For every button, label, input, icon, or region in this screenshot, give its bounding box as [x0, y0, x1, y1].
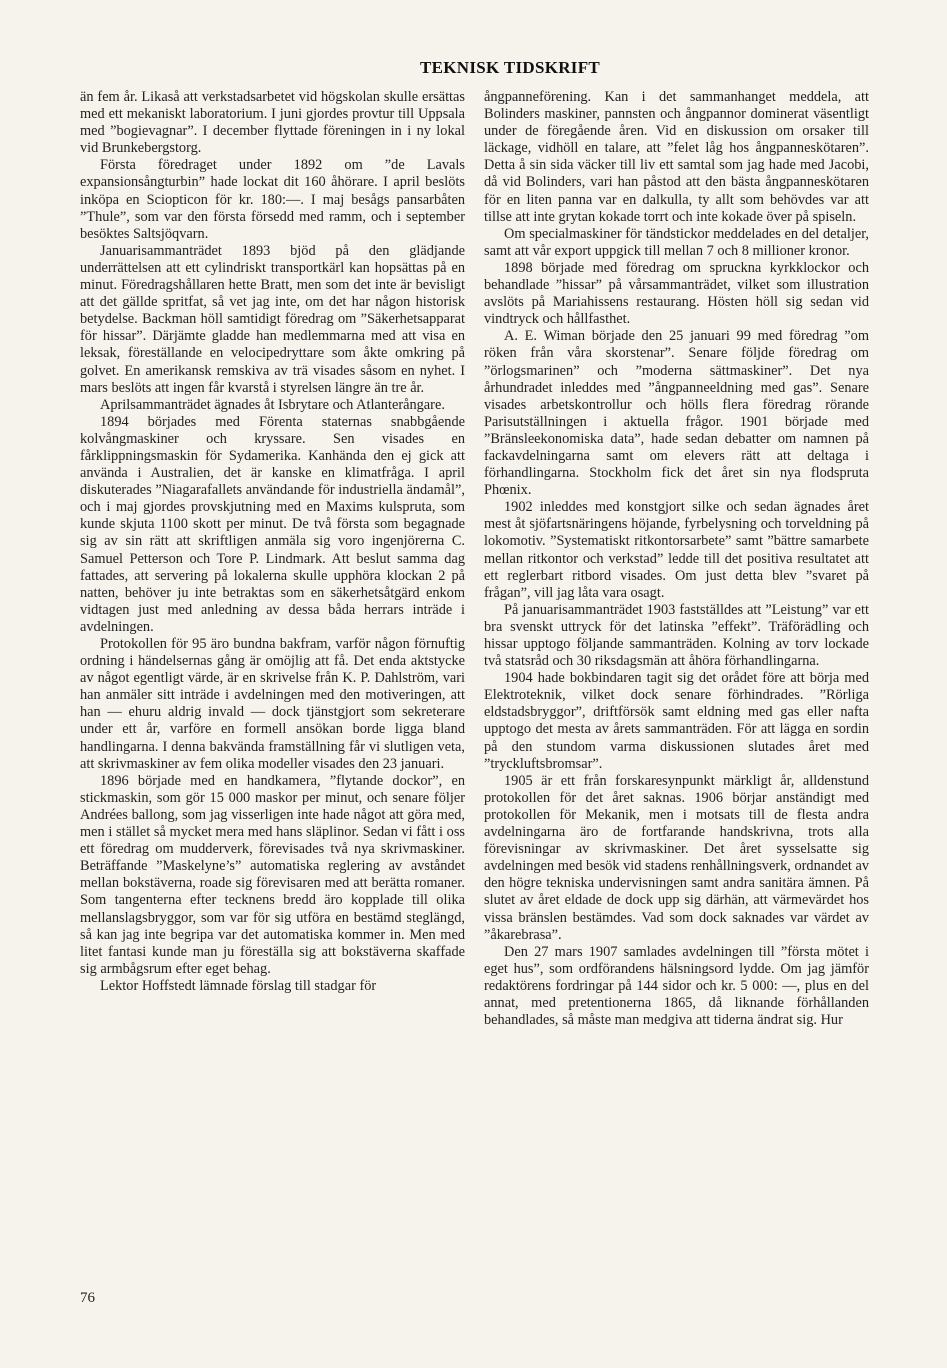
- paragraph: 1902 inleddes med konstgjort silke och sedan ägnades året mest åt sjöfartsnäringens höjande, fyrbelysning och torveldning på lokomotiv. ”Systematiskt ritkontorsarbete” samt ”bättre samarbete mellan ritkontor och verkstad” ledde till det positiva resultatet att ett reglerbart ritbord visades. Om just detta blev ”svaret på frågan”, vill jag låta vara osagt.: [484, 499, 869, 601]
- left-column: [80, 89, 465, 995]
- paragraph: Januarisammanträdet 1893 bjöd på den glädjande underrättelsen att ett cylindriskt transportkärl kan hopsättas på en minut. Föredragshållaren hette Bratt, men som det inte är bevisligt att det gällde spritfat, så vet jag inte, om det har någon historisk betydelse. Backman höll samtidigt föredrag om ”Säkerhetsapparat för hissar”. Därjämte gladde han medlemmarna med att visa en leksak, föreställande en velocipedryttare som åkte omkring på golvet. En amerikansk remskiva av trä visades såsom en nyhet. I mars beslöts att ingen får kvarstå i styrelsen längre än tre år.: [80, 242, 465, 396]
- paragraph: Lektor Hoffstedt lämnade förslag till stadgar för: [100, 977, 377, 994]
- paragraph: 1898 började med föredrag om spruckna kyrkklockor och behandlade ”hissar” på vårsammanträdet, vilket som illustration avslöts på Mariahissens restaurang. Hösten höll sig sedan vid vindtryck och hållfasthet.: [484, 259, 869, 328]
- paragraph: 1905 är ett från forskaresynpunkt märkligt år, alldenstund protokollen för det året saknas. 1906 börjar anständigt med protokollen för Mekanik, men i motsats till de flesta andra avdelningarna äro de fortfarande handskrivna, trots alla förevisningar av skrivmaskiner. Det året sysselsatte sig avdelningen med besök vid stadens renhållningsverk, ordnandet av den högre tekniska undervisningen samt andra sanitära ämnen. På slutet av året eldade de dock upp sig därhän, att värmevärdet hos vissa bränslen bestämdes. Vad som dock saknades var värdet av ”åkarebrasa”.: [484, 772, 869, 943]
- paragraph: A. E. Wiman började den 25 januari 99 med föredrag ”om röken från våra skorstenar”. Senare följde föredrag om ”örlogsmarinen” och ”moderna sättmaskiner”. Det nya århundradet inleddes med ”ångpanneeldning med gas”. Senare visades arbetskontrollur och hölls flera föredrag rörande Parisutställningen i aktuella frågor. 1901 började med ”Bränsleekonomiska data”, hade sedan debatter om namnen på fackavdelningarna samt om elevers rätt att deltaga i förhandlingarna. Stockholm fick det året sin nya flodspruta Phœnix.: [484, 328, 869, 499]
- paragraph: På januarisammanträdet 1903 fastställdes att ”Leistung” var ett bra svenskt uttryck för det latinska ”effekt”. Träförädling och hissar upptogo följande sammanträden. Kolning av torv lockade två statsråd och 30 riksdagsmän att åhöra förhandlingarna.: [484, 601, 869, 670]
- paragraph: 1894 börjades med Förenta staternas snabbgående kolvångmaskiner och kryssare. Sen visades en fårklippningsmaskin för Sydamerika. Kanhända den ej gick att använda i Australien, det är kanske en klimatfråga. I april diskuterades ”Niagarafallets användande för industriella ändamål”, och i maj gjordes provskjutning med en Maxims kulspruta, som kunde skjuta 1100 skott per minut. De två första som begagnade sig av sin rätt att skriftligen anmäla sig voro ingenjörerna C. Samuel Petterson och Tore P. Lindmark. Att beslut samma dag fattades, att servering på lokalerna skulle upphöra klockan 2 på natten, behöver ju inte betraktas som en säkerhetsåtgärd enkom vidtagen just med anledning av dessa båda herrars inträde i avdelningen.: [80, 413, 465, 635]
- paragraph: 1896 började med en handkamera, ”flytande dockor”, en stickmaskin, som gör 15 000 maskor per minut, och senare följer Andrées ballong, som jag visserligen inte hade något att göra med, men i stället så mycket mera med hans släplinor. Sedan vi fått i oss ett föredrag om mudderverk, förevisades två nya skrivmaskiner. Beträffande ”Maskelyne’s” automatiska reglering av avståndet mellan bokstäverna, roade sig förevisaren med att berätta romaner. Som tangenterna efter tecknens bredd äro kopplade till olika mellanslagsbryggor, som var för sig utföra en bestämd steglängd, så kan jag inte begripa var det automatiska kommer in. Men med litet fantasi kunde man ju föreställa sig att bokstäverna skaffade sig armbågsrum efter eget behag.: [80, 772, 465, 977]
- paragraph: Den 27 mars 1907 samlades avdelningen till ”första mötet i eget hus”, som ordförandens hälsningsord lydde. Om jag jämför redaktörens fordringar på 144 sidor och kr. 5 000: —, plus en del annat, med pretentionerna 1865, då liknande förhållanden behandlades, så måste man medgiva att tiderna ändrat sig. Hur: [484, 943, 869, 1029]
- page-number: 76: [80, 1290, 95, 1306]
- paragraph: 1904 hade bokbindaren tagit sig det orådet före att börja med Elektroteknik, vilket dock senare förhindrades. ”Rörliga eldstadsbryggor”, driftförsök samt eldning med gas eller nafta upptogo det mesta av årets sammanträden. För att lägga en sordin på den stundom varma diskussionen slutades året med ”tryckluftsbromsar”.: [484, 670, 869, 772]
- paragraph: Aprilsammanträdet ägnades åt Isbrytare och Atlanterångare.: [100, 396, 445, 413]
- journal-title: TEKNISK TIDSKRIFT: [420, 58, 601, 77]
- paragraph: ångpanneförening. Kan i det sammanhanget meddela, att Bolinders maskiner, pannsten och ångpannor dominerat väsentligt under de föregående åren. Vid en diskussion om orsaker till läckage, vidhöll en talare, att ”felet låg hos ångpanneskötaren”. Detta å sin sida väcker till liv ett samtal som jag hade med Jacobi, då vid Bolinders, vari han påstod att den bästa ångpanneskötaren för en liten panna var en dalkulla, ty allt som behövdes var att tillse att inte grytan kokade torrt och inte kokade över på spiseln.: [484, 89, 869, 225]
- paragraph: Första föredraget under 1892 om ”de Lavals expansionsångturbin” hade lockat dit 160 åhörare. I april beslöts inköpa en Sciopticon för kr. 180:—. I maj besågs pansarbåten ”Thule”, som var den första försedd med ramm, och i september besöktes Saltsjöqvarn.: [80, 157, 465, 242]
- paragraph: än fem år. Likaså att verkstadsarbetet vid högskolan skulle ersättas med ett mekaniskt laboratorium. I juni gjordes provtur till Uppsala med ”bogievagnar”. I december flyttade föreningen in i ny lokal vid Brunkebergstorg.: [80, 89, 465, 157]
- paragraph: Om specialmaskiner för tändstickor meddelades en del detaljer, samt att vår export uppgick till mellan 7 och 8 millioner kronor.: [484, 225, 869, 259]
- paragraph: Protokollen för 95 äro bundna bakfram, varför någon förnuftig ordning i händelsernas gång är omöjlig att få. Det enda aktstycke av något egentligt värde, är en skrivelse från K. P. Dahlström, vari han anmäler sitt inträde i avdelningen med den motiveringen, att han — ehuru aldrig invald — dock tjänstgjort som sekreterare under ett år, varföre en formell ansökan borde ligga bland handlingarna. I denna bakvända framställning får vi slutligen veta, att skrivmaskiner av fem olika modeller visades den 23 januari.: [80, 636, 465, 772]
- right-column: [484, 89, 869, 1029]
